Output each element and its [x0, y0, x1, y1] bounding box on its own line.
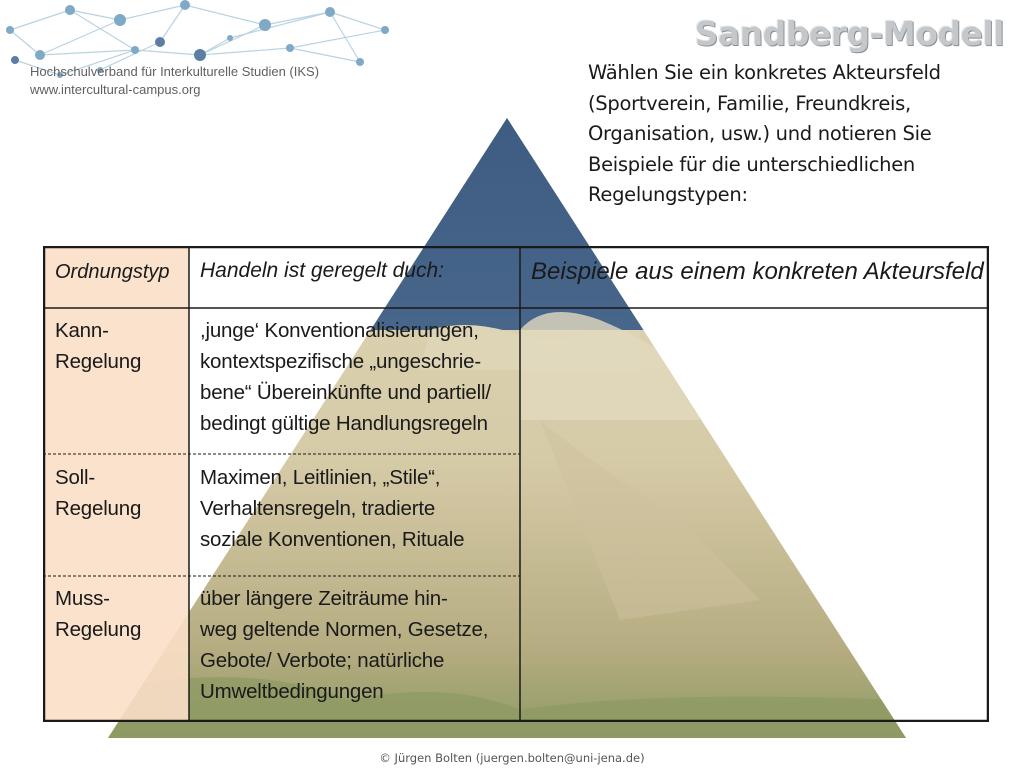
- type-line: Kann-: [55, 319, 109, 342]
- description-line: ,junge‘ Konventionalisierungen,: [200, 319, 479, 342]
- type-line: Soll-: [55, 466, 96, 489]
- examples-cell[interactable]: [521, 309, 987, 720]
- type-line: Muss-: [55, 587, 110, 610]
- description-line: Umweltbedingungen: [200, 680, 384, 703]
- instruction-line: Beispiele für die unterschiedlichen: [588, 152, 915, 176]
- regelung-table: [43, 246, 989, 722]
- row-type-muss: [55, 583, 141, 645]
- type-line: Regelung: [55, 497, 142, 520]
- description-line: kontextspezifische „ungeschrie-: [200, 350, 481, 373]
- instruction-line: Organisation, usw.) und notieren Sie: [588, 122, 932, 145]
- type-line: Regelung: [55, 618, 142, 641]
- page-title: Sandberg-Modell: [694, 14, 1004, 53]
- header-ordnungstyp: Ordnungstyp: [55, 261, 170, 283]
- description-line: bedingt gültige Handlungsregeln: [200, 412, 488, 435]
- header-beispiele: Beispiele aus einem konkreten Akteursfeld: [531, 258, 984, 285]
- description-line: weg geltende Normen, Gesetze,: [200, 618, 489, 641]
- row-type-soll: [55, 462, 141, 524]
- description-line: Gebote/ Verbote; natürliche: [200, 649, 445, 672]
- description-line: soziale Konventionen, Rituale: [200, 528, 465, 551]
- row-description-kann: [200, 315, 491, 439]
- type-line: Regelung: [55, 350, 142, 373]
- row-description-muss: [200, 583, 488, 707]
- org-url[interactable]: www.intercultural-campus.org: [30, 82, 201, 97]
- header-handeln: Handeln ist geregelt duch:: [200, 259, 444, 282]
- row-description-soll: [200, 462, 464, 555]
- description-line: Verhaltensregeln, tradierte: [200, 497, 436, 520]
- instruction-line: Wählen Sie ein konkretes Akteursfeld: [588, 61, 941, 84]
- description-line: Maximen, Leitlinien, „Stile“,: [200, 466, 441, 489]
- instruction-line: (Sportverein, Familie, Freundkreis,: [588, 91, 911, 115]
- footer-copyright: © Jürgen Bolten (juergen.bolten@uni-jena.de): [379, 751, 645, 765]
- org-name: Hochschulverband für Interkulturelle Studien (IKS): [30, 64, 320, 79]
- description-line: bene“ Übereinkünfte und partiell/: [200, 381, 491, 404]
- description-line: über längere Zeiträume hin-: [200, 587, 448, 610]
- instruction-line: Regelungstypen:: [588, 183, 748, 206]
- row-type-kann: [55, 315, 141, 377]
